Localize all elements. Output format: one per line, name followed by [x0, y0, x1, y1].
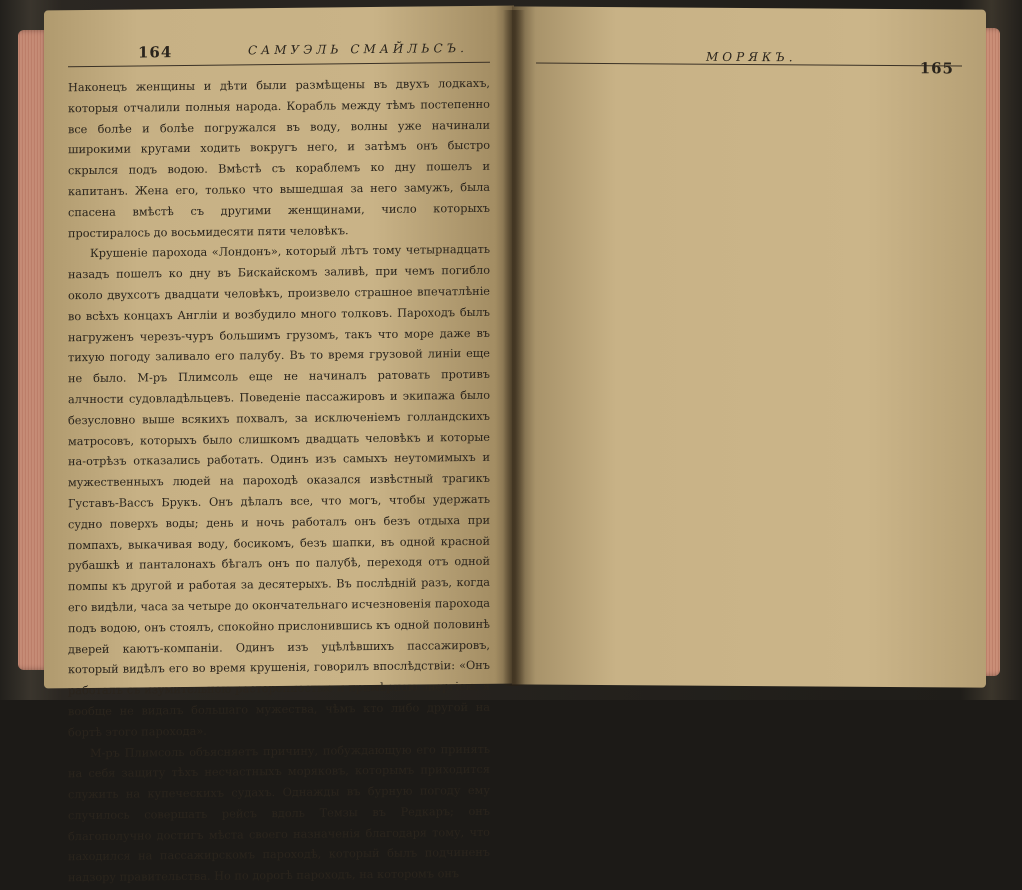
- book-spine-shadow: [503, 10, 525, 686]
- left-running-title: САМУЭЛЬ СМАЙЛЬСЪ.: [248, 41, 468, 58]
- left-paragraph: Крушеніе парохода «Лондонъ», который лѣтъ тому четырнадцать назадъ пошелъ ко дну въ Бискайскомъ заливѣ, при чемъ погибло около двухсотъ двадцати человѣкъ, произвело страшное впечатлѣніе во всѣхъ концахъ Англіи и возбудило много толковъ. Пароходъ былъ нагруженъ черезъ-чуръ большимъ грузомъ, такъ что море даже въ тихую погоду заливало его палубу. Въ то время грузовой линіи еще не было. М-ръ Плимсоль еще не начиналъ ратовать противъ алчности судовладѣльцевъ. Поведеніе пассажировъ и экипажа было безусловно выше всякихъ похвалъ, за исключеніемъ голландскихъ матросовъ, которыхъ было слишкомъ двадцать человѣкъ и которые на-отрѣзъ отказались работать. Одинъ изъ самыхъ неутомимыхъ и мужественныхъ людей на пароходѣ оказался извѣстный трагикъ Густавъ-Вассъ Брукъ. Онъ дѣлалъ все, что могъ, чтобы удержать судно поверхъ воды; день и ночь работалъ онъ безъ отдыха при помпахъ, выкачивая воду, босикомъ, безъ шапки, въ одной красной рубашкѣ и панталонахъ бѣгалъ онъ по палубѣ, переходя отъ одной помпы къ другой и работая за десятерыхъ. Въ послѣдній разъ, когда его видѣли, часа за четыре до окончательнаго исчезновенія парохода подъ водою, онъ стоялъ, спокойно прислонившись къ одной половинѣ дверей каютъ-компаніи. Одинъ изъ уцѣлѣвшихъ пассажировъ, который видѣлъ его во время крушенія, говорилъ впослѣдствіи: «Онъ работалъ съ изумительною расторопностью и примѣрною энергіею, я вообще не видалъ большаго мужества, чѣмъ кто либо другой на бортѣ этого парохода».: [68, 243, 490, 739]
- left-page-header: [68, 36, 490, 67]
- right-running-title: МОРЯКЪ.: [706, 49, 797, 65]
- right-page-header: [536, 37, 962, 78]
- left-paragraph: М-ръ Плимсоль объясняетъ причину, побуждающую его принять на себя защиту тѣхъ несчастныхъ моряковъ, которымъ приходится служить на купеческихъ судахъ. Однажды въ бурную погоду ему случилось совершать рейсъ вдоль Темзы въ Редкаръ; онъ благополучно достигъ мѣста своего назначенія благодаря тому, что находился на пассажирскомъ пароходѣ, который былъ подчиненъ надзору правительства. Но по дорогѣ пароходъ, на которомъ онъ: [68, 742, 490, 885]
- left-page-number: 164: [138, 43, 173, 62]
- right-page: [512, 6, 986, 687]
- left-page-body: [68, 74, 490, 885]
- right-page-number: 165: [919, 59, 954, 78]
- left-page: [44, 6, 514, 885]
- left-paragraph: Наконецъ женщины и дѣти были размѣщены въ двухъ лодкахъ, которыя отчалили полныя народа. Корабль между тѣмъ постепенно все болѣе и болѣе погружался въ воду, волны уже начинали широкими кругами ходить вокругъ него, и затѣмъ онъ быстро скрылся подъ водою. Вмѣстѣ съ кораблемъ ко дну пошелъ и капитанъ. Жена его, только что вышедшая за него замужъ, была спасена вмѣстѣ съ другими женщинами, число которыхъ простиралось до восьмидесяти пяти человѣкъ.: [68, 76, 490, 240]
